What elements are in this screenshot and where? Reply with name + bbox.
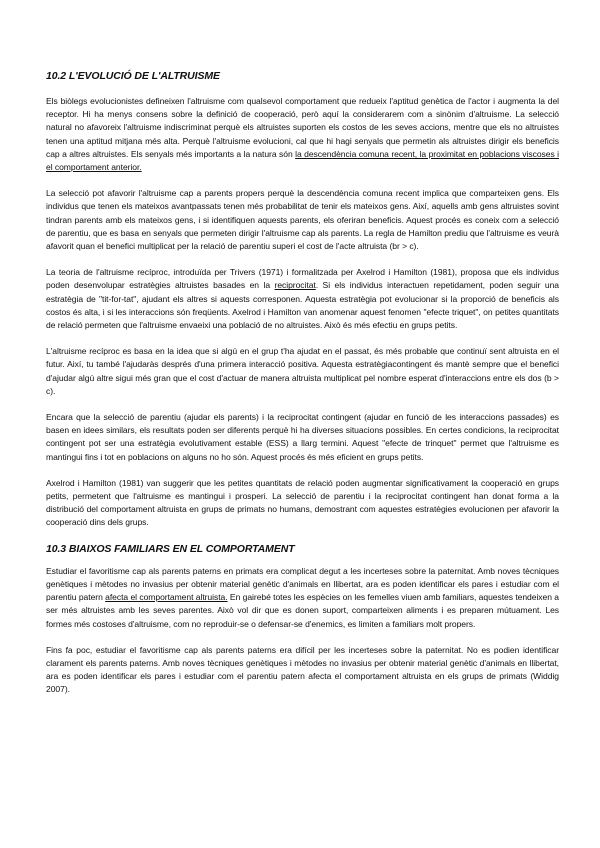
paragraph-text: Els biòlegs evolucionistes defineixen l'altruisme com qualsevol comportament que redueix l'aptitud genètica de l'actor i augmenta la del receptor. Hi ha menys consens sobre la definició de cooperació, però aquí la considerarem com a sinònim d'altruisme. La selecció natural no afavoreix l'altruisme indiscriminat perquè els altruistes suporten els costos de les seves accions, mentre que els no altruistes tenen una aptitud mitjana més alta. Perquè l'altruisme evolucioni, cal que hi hagi senyals que permetin als altruistes dirigir els beneficis cap a altres altruistes. Els senyals més importants a la natura són bbox=[46, 96, 559, 159]
paragraph bbox=[46, 187, 559, 253]
paragraph bbox=[46, 644, 559, 697]
paragraph-text: Estudiar el favoritisme cap als parents paterns en primats era complicat degut a les incerteses sobre la paternitat. Amb noves tècniques genètiques i mètodes no invasius per obtenir material genètic d'animals en llibertat, ara es poden identificar els pares i estudiar com el parentiu patern bbox=[46, 565, 559, 603]
section-heading-family-bias: 10.3 BIAIXOS FAMILIARS EN EL COMPORTAMENT bbox=[46, 542, 295, 555]
document-page bbox=[46, 70, 559, 710]
paragraph-text: La selecció pot afavorir l'altruisme cap a parents propers perquè la descendència comuna recent implica que comparteixen gens. Els individus que tenen els mateixos avantpassats tenen més probabilitat de tenir els mateixos gens. Així, aquells amb gens altruistes sovint tindran parents amb els mateixos gens, i si identifiquen aquests parents, els oferiran beneficis. Aquest procés es coneix com a selecció de parentiu, que es basa en senyals que permeten dirigir l'altruisme cap als parents. La regla de Hamilton prediu que l'altruisme es veurà afavorit quan el benefici multiplicat per la relació de parentiu superi el cost de l'acte altruista (br > c). bbox=[46, 188, 559, 252]
paragraph bbox=[46, 565, 559, 631]
paragraph-text: Axelrod i Hamilton (1981) van suggerir que les petites quantitats de relació poden augmentar significativament la cooperació en grups petits, permetent que l'altruisme es mantingui i prosperi. La selecció de parentiu i la reciprocitat contingent han donat forma a la distribució del comportament altruista en grups de primats no humans, demostrant com aquestes estratègies evolucionen per afavorir la cooperació dins dels grups. bbox=[46, 477, 559, 528]
paragraph-text: En gairebé totes les espècies on les femelles viuen amb familiars, aquestes tendeixen a ser més altruistes amb les seves parentes. Això vol dir que es donen suport, comparteixen aliments i es preparen mútuament. Les formes més costoses d'altruisme, com no reproduir-se o defensar-se d'enemics, es limiten a familiars molt propers. bbox=[46, 592, 559, 629]
paragraph-text: Encara que la selecció de parentiu (ajudar els parents) i la reciprocitat contingent (ajudar en funció de les interaccions passades) es basen en idees similars, els resultats poden ser diferents perquè hi ha diverses situacions possibles. En certes condicions, la reciprocitat contingent pot ser una estratègia evolutivament estable (ESS) a llarg termini. Aquest "efecte de trinquet" permet que l'altruisme es mantingui fins i tot en poblacions on alguns no ho són. Aquest procés és més eficient en grups petits. bbox=[46, 412, 559, 462]
paragraph bbox=[46, 345, 559, 398]
paragraph bbox=[46, 477, 559, 530]
section-heading-altruism: 10.2 L'EVOLUCIÓ DE L'ALTRUISME bbox=[46, 70, 220, 82]
underlined-text: reciprocitat bbox=[274, 280, 316, 291]
paragraph-text: L'altruisme recíproc es basa en la idea que si algú en el grup t'ha ajudat en el passat, és més probable que continuï sent altruista en el futur. Així, tu també l'ajudaràs després d'una primera interacció positiva. Aquesta estratègiacontingent és mantè sempre que el benefici d'ajudar algú altre sigui més gran que el cost d'actuar de manera altruista multiplicat pel nombre esperat d'interaccions entre els dos (b > c). bbox=[46, 346, 559, 396]
underlined-text: la descendència comuna recent, la proximitat en poblacions viscoses i el comportament anterior. bbox=[46, 148, 559, 173]
underlined-text: afecta el comportament altruista. bbox=[105, 592, 228, 603]
paragraph-text: La teoria de l'altruisme recíproc, introduïda per Trivers (1971) i formalitzada per Axelrod i Hamilton (1981), proposa que els individus poden desenvolupar estratègies altruistes basades en la bbox=[46, 267, 559, 291]
paragraph-text: Fins fa poc, estudiar el favoritisme cap als parents paterns era difícil per les incerteses sobre la paternitat. No es podien identificar clarament els parents paterns. Amb noves tècniques genètiques i mètodes no invasius per obtenir material genètic d'animals en llibertat, ara es poden identificar els pares i estudiar com el parentiu patern afecta el comportament altruista en els grups de primats (Widdig 2007). bbox=[46, 644, 559, 695]
paragraph bbox=[46, 266, 559, 332]
paragraph bbox=[46, 411, 559, 464]
paragraph-text: . Si els individus interactuen repetidament, poden seguir una estratègia de "tit-for-tat", ajudant els altres si aquests corresponen. Aquesta estratègia pot evolucionar si la proporció de beneficis als costos és alta, i si les interaccions són freqüents. Axelrod i Hamilton van anomenar aquest fenomen "efecte triquet", on petites quantitats de relació permeten que l'altruisme envaeixi una població de no altruistes. Això és més efectiu en grups petits. bbox=[46, 280, 559, 331]
paragraph bbox=[46, 95, 559, 174]
